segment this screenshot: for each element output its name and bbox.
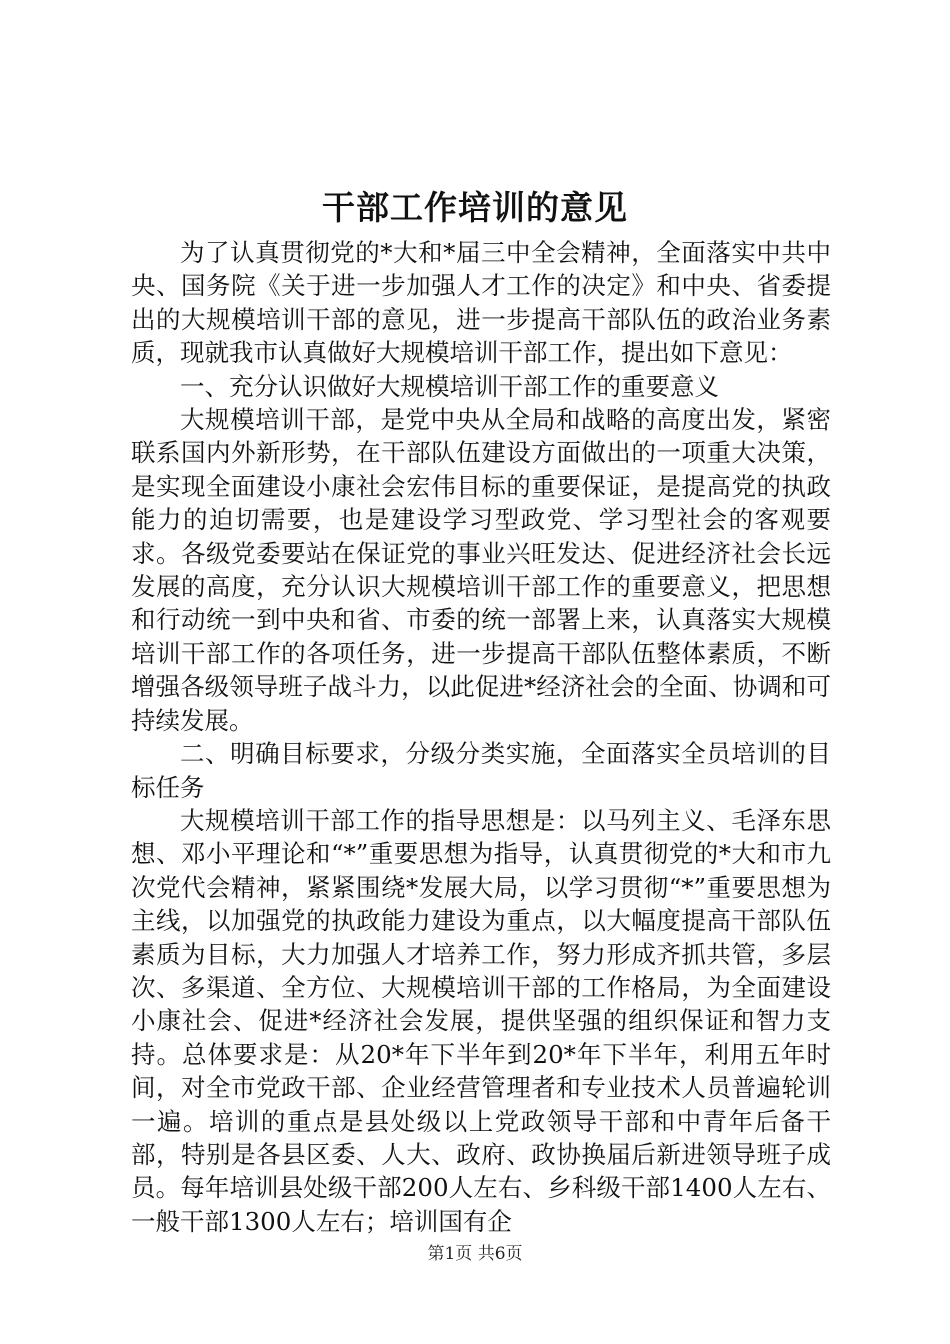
- section-heading-1: 一、充分认识做好大规模培训干部工作的重要意义: [180, 371, 719, 401]
- document-title: 干部工作培训的意见: [322, 188, 628, 227]
- section-1-paragraph: 大规模培训干部，是党中央从全局和战略的高度出发，紧密联系国内外新形势，在干部队伍建设方面做出的一项重大决策，是实现全面建设小康社会宏伟目标的重要保证，是提高党的执政能力的迫切需要，也是建设学习型政党、学习型社会的客观要求。各级党委要站在保证党的事业兴旺发达、促进经济社会长远发展的高度，充分认识大规模培训干部工作的重要意义，把思想和行动统一到中央和省、市委的统一部署上来，认真落实大规模培训干部工作的各项任务，进一步提高干部队伍整体素质，不断增强各级领导班子战斗力，以此促进*经济社会的全面、协调和可持续发展。: [131, 405, 831, 735]
- section-2-paragraph: 大规模培训干部工作的指导思想是：以马列主义、毛泽东思想、邓小平理论和“*”重要思想为指导，认真贯彻党的*大和市九次党代会精神，紧紧围绕*发展大局，以学习贯彻“*”重要思想为主线，以加强党的执政能力建设为重点，以大幅度提高干部队伍素质为目标，大力加强人才培养工作，努力形成齐抓共管，多层次、多渠道、全方位、大规模培训干部的工作格局，为全面建设小康社会、促进*经济社会发展，提供坚强的组织保证和智力支持。总体要求是：从20*年下半年到20*年下半年，利用五年时间，对全市党政干部、企业经营管理者和专业技术人员普遍轮训一遍。培训的重点是县处级以上党政领导干部和中青年后备干部，特别是各县区委、人大、政府、政协换届后新进领导班子成员。每年培训县处级干部200人左右、乡科级干部1400人左右、一般干部1300人左右；培训国有企: [131, 805, 831, 1236]
- page-number-footer: 第1页 共6页: [427, 1244, 523, 1264]
- document-body: [131, 236, 831, 1238]
- intro-paragraph: 为了认真贯彻党的*大和*届三中全会精神，全面落实中共中央、国务院《关于进一步加强人才工作的决定》和中央、省委提出的大规模培训干部的意见，进一步提高干部队伍的政治业务素质，现就我市认真做好大规模培训干部工作，提出如下意见：: [131, 238, 831, 368]
- section-heading-2: 二、明确目标要求，分级分类实施，全面落实全员培训的目标任务: [131, 739, 831, 802]
